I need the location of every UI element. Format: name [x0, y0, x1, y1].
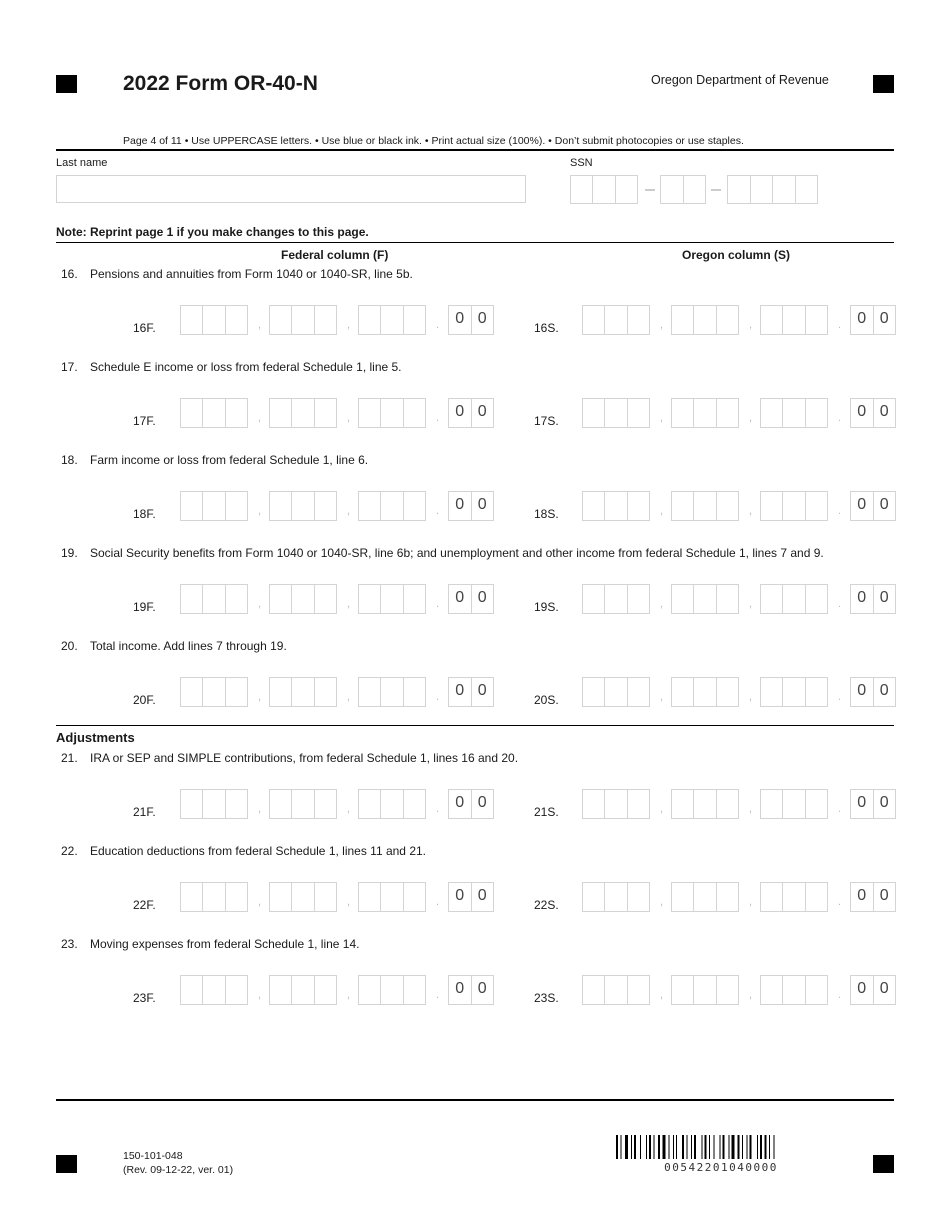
decimal-point: . — [838, 412, 842, 424]
amount-digit-group[interactable] — [358, 491, 426, 521]
cents-digit: 0 — [477, 794, 487, 811]
barcode-bar — [750, 1135, 752, 1159]
line-f-label: 17F. — [133, 414, 156, 428]
amount-digit-group[interactable] — [760, 305, 828, 335]
divider — [56, 725, 894, 726]
amount-digit-group[interactable] — [180, 584, 248, 614]
line-description: Schedule E income or loss from federal Schedule 1, line 5. — [90, 360, 402, 374]
amount-digit-group[interactable] — [760, 882, 828, 912]
thousands-separator: , — [749, 803, 753, 815]
divider — [56, 242, 894, 243]
cents-field — [850, 491, 896, 521]
cents-digit: 0 — [449, 306, 472, 334]
line-s-label: 18S. — [534, 507, 559, 521]
adjustments-heading: Adjustments — [56, 730, 135, 745]
amount-digit-group[interactable] — [760, 398, 828, 428]
barcode — [616, 1135, 826, 1159]
cents-digit: 0 — [851, 883, 874, 911]
line-f-label: 22F. — [133, 898, 156, 912]
thousands-separator: , — [347, 989, 351, 1001]
cents-digit: 0 — [851, 976, 874, 1004]
thousands-separator: , — [258, 691, 262, 703]
decimal-point: . — [436, 319, 440, 331]
cents-digit: 0 — [879, 589, 889, 606]
barcode-bar — [732, 1135, 735, 1159]
thousands-separator: , — [660, 598, 664, 610]
line-f-label: 16F. — [133, 321, 156, 335]
registration-mark — [873, 75, 894, 93]
line-s-label: 22S. — [534, 898, 559, 912]
amount-digit-group[interactable] — [671, 584, 739, 614]
cents-digit: 0 — [477, 589, 487, 606]
cents-field — [448, 491, 494, 521]
line-f-label: 23F. — [133, 991, 156, 1005]
barcode-bar — [765, 1135, 767, 1159]
cents-digit: 0 — [851, 678, 874, 706]
amount-digit-group[interactable] — [358, 789, 426, 819]
amount-digit-group[interactable] — [760, 677, 828, 707]
amount-digit-group[interactable] — [582, 584, 650, 614]
thousands-separator: , — [660, 896, 664, 908]
amount-digit-group[interactable] — [760, 975, 828, 1005]
decimal-point: . — [838, 896, 842, 908]
cents-field — [448, 584, 494, 614]
line-s-label: 20S. — [534, 693, 559, 707]
cents-field — [850, 398, 896, 428]
cents-field — [448, 882, 494, 912]
thousands-separator: , — [749, 319, 753, 331]
federal-column-header: Federal column (F) — [281, 248, 389, 262]
cents-digit: 0 — [851, 492, 874, 520]
barcode-bar — [774, 1135, 775, 1159]
line-number: 21. — [61, 751, 78, 765]
amount-digit-group[interactable] — [582, 305, 650, 335]
amount-digit-group[interactable] — [671, 975, 739, 1005]
amount-digit-group[interactable] — [180, 491, 248, 521]
amount-digit-group[interactable] — [671, 882, 739, 912]
cents-field — [850, 882, 896, 912]
divider — [56, 149, 894, 151]
thousands-separator: , — [347, 691, 351, 703]
decimal-point: . — [436, 691, 440, 703]
cents-digit: 0 — [449, 883, 472, 911]
line-f-label: 18F. — [133, 507, 156, 521]
barcode-bar — [621, 1135, 622, 1159]
thousands-separator: , — [347, 598, 351, 610]
amount-digit-group[interactable] — [760, 584, 828, 614]
amount-digit-group[interactable] — [358, 305, 426, 335]
thousands-separator: , — [749, 412, 753, 424]
amount-digit-group[interactable] — [582, 677, 650, 707]
cents-digit: 0 — [477, 682, 487, 699]
decimal-point: . — [436, 412, 440, 424]
line-s-label: 23S. — [534, 991, 559, 1005]
decimal-point: . — [838, 598, 842, 610]
decimal-point: . — [838, 319, 842, 331]
thousands-separator: , — [749, 598, 753, 610]
line-description: Pensions and annuities from Form 1040 or 1040-SR, line 5b. — [90, 267, 413, 281]
thousands-separator: , — [347, 896, 351, 908]
barcode-bar — [631, 1135, 632, 1159]
line-description: Farm income or loss from federal Schedule 1, line 6. — [90, 453, 369, 467]
amount-digit-group[interactable] — [180, 882, 248, 912]
amount-digit-group[interactable] — [269, 584, 337, 614]
decimal-point: . — [436, 803, 440, 815]
thousands-separator: , — [660, 803, 664, 815]
cents-digit: 0 — [449, 399, 472, 427]
barcode-bar — [691, 1135, 692, 1159]
thousands-separator: , — [660, 412, 664, 424]
cents-digit: 0 — [449, 585, 472, 613]
barcode-bar — [625, 1135, 628, 1159]
barcode-bar — [663, 1135, 666, 1159]
line-number: 19. — [61, 546, 78, 560]
barcode-bar — [676, 1135, 677, 1159]
amount-digit-group[interactable] — [582, 975, 650, 1005]
line-s-label: 17S. — [534, 414, 559, 428]
decimal-point: . — [838, 691, 842, 703]
form-revision: (Rev. 09-12-22, ver. 01) — [123, 1164, 234, 1176]
amount-digit-group[interactable] — [582, 398, 650, 428]
line-number: 17. — [61, 360, 78, 374]
thousands-separator: , — [258, 803, 262, 815]
line-number: 18. — [61, 453, 78, 467]
ssn-dash — [711, 189, 721, 191]
barcode-bar — [723, 1135, 725, 1159]
cents-digit: 0 — [879, 403, 889, 420]
line-description: IRA or SEP and SIMPLE contributions, from federal Schedule 1, lines 16 and 20. — [90, 751, 519, 765]
barcode-bar — [705, 1135, 707, 1159]
barcode-bar — [694, 1135, 696, 1159]
line-description: Moving expenses from federal Schedule 1, line 14. — [90, 937, 360, 951]
thousands-separator: , — [258, 319, 262, 331]
cents-field — [448, 677, 494, 707]
barcode-bar — [709, 1135, 710, 1159]
ssn-input-part1[interactable] — [570, 175, 638, 204]
line-s-label: 19S. — [534, 600, 559, 614]
cents-field — [448, 398, 494, 428]
line-number: 20. — [61, 639, 78, 653]
amount-digit-group[interactable] — [358, 975, 426, 1005]
line-description: Education deductions from federal Schedule 1, lines 11 and 21. — [90, 844, 426, 858]
amount-digit-group[interactable] — [180, 398, 248, 428]
cents-digit: 0 — [879, 794, 889, 811]
barcode-bar — [649, 1135, 651, 1159]
cents-digit: 0 — [477, 496, 487, 513]
thousands-separator: , — [749, 505, 753, 517]
decimal-point: . — [838, 989, 842, 1001]
barcode-bar — [646, 1135, 647, 1159]
cents-digit: 0 — [449, 976, 472, 1004]
decimal-point: . — [838, 803, 842, 815]
amount-digit-group[interactable] — [358, 584, 426, 614]
cents-digit: 0 — [851, 585, 874, 613]
thousands-separator: , — [660, 989, 664, 1001]
cents-field — [850, 677, 896, 707]
decimal-point: . — [436, 989, 440, 1001]
oregon-column-header: Oregon column (S) — [682, 248, 790, 262]
ssn-input-part2[interactable] — [660, 175, 706, 204]
thousands-separator: , — [749, 989, 753, 1001]
barcode-bar — [747, 1135, 748, 1159]
cents-field — [850, 975, 896, 1005]
thousands-separator: , — [258, 598, 262, 610]
form-number-block — [123, 1149, 233, 1177]
amount-digit-group[interactable] — [358, 882, 426, 912]
amount-digit-group[interactable] — [269, 677, 337, 707]
thousands-separator: , — [749, 691, 753, 703]
amount-digit-group[interactable] — [269, 398, 337, 428]
line-number: 23. — [61, 937, 78, 951]
line-number: 16. — [61, 267, 78, 281]
amount-digit-group[interactable] — [760, 491, 828, 521]
amount-digit-group[interactable] — [671, 677, 739, 707]
cents-digit: 0 — [879, 980, 889, 997]
barcode-bar — [640, 1135, 641, 1159]
cents-digit: 0 — [879, 682, 889, 699]
amount-digit-group[interactable] — [180, 789, 248, 819]
amount-digit-group[interactable] — [269, 975, 337, 1005]
amount-digit-group[interactable] — [671, 305, 739, 335]
cents-digit: 0 — [879, 310, 889, 327]
cents-field — [850, 584, 896, 614]
decimal-point: . — [436, 505, 440, 517]
amount-digit-group[interactable] — [180, 305, 248, 335]
amount-digit-group[interactable] — [760, 789, 828, 819]
thousands-separator: , — [258, 505, 262, 517]
line-f-label: 19F. — [133, 600, 156, 614]
cents-field — [448, 975, 494, 1005]
cents-digit: 0 — [449, 790, 472, 818]
barcode-bar — [658, 1135, 660, 1159]
barcode-bar — [654, 1135, 655, 1159]
barcode-bar — [757, 1135, 758, 1159]
registration-mark — [56, 75, 77, 93]
last-name-label: Last name — [56, 157, 108, 169]
cents-digit: 0 — [449, 678, 472, 706]
reprint-note: Note: Reprint page 1 if you make changes to this page. — [56, 225, 369, 239]
cents-digit: 0 — [477, 887, 487, 904]
barcode-bar — [616, 1135, 618, 1159]
decimal-point: . — [436, 896, 440, 908]
cents-digit: 0 — [477, 980, 487, 997]
cents-digit: 0 — [477, 403, 487, 420]
last-name-input[interactable] — [56, 175, 526, 203]
thousands-separator: , — [660, 691, 664, 703]
barcode-bar — [634, 1135, 636, 1159]
form-title: 2022 Form OR-40-N — [123, 72, 318, 95]
amount-digit-group[interactable] — [358, 677, 426, 707]
thousands-separator: , — [347, 505, 351, 517]
thousands-separator: , — [749, 896, 753, 908]
registration-mark — [873, 1155, 894, 1173]
line-f-label: 20F. — [133, 693, 156, 707]
amount-digit-group[interactable] — [269, 882, 337, 912]
amount-digit-group[interactable] — [582, 789, 650, 819]
ssn-input-part3[interactable] — [727, 175, 818, 204]
thousands-separator: , — [258, 989, 262, 1001]
thousands-separator: , — [258, 412, 262, 424]
cents-digit: 0 — [851, 399, 874, 427]
line-description: Total income. Add lines 7 through 19. — [90, 639, 287, 653]
barcode-bar — [720, 1135, 721, 1159]
barcode-bar — [673, 1135, 674, 1159]
decimal-point: . — [838, 505, 842, 517]
cents-digit: 0 — [851, 790, 874, 818]
cents-field — [850, 789, 896, 819]
agency-name: Oregon Department of Revenue — [651, 73, 829, 87]
ssn-label: SSN — [570, 157, 593, 169]
amount-digit-group[interactable] — [582, 491, 650, 521]
line-f-label: 21F. — [133, 805, 156, 819]
thousands-separator: , — [347, 412, 351, 424]
cents-digit: 0 — [851, 306, 874, 334]
amount-digit-group[interactable] — [671, 398, 739, 428]
barcode-bar — [760, 1135, 762, 1159]
thousands-separator: , — [347, 803, 351, 815]
barcode-bar — [714, 1135, 715, 1159]
amount-digit-group[interactable] — [180, 677, 248, 707]
thousands-separator: , — [660, 319, 664, 331]
thousands-separator: , — [347, 319, 351, 331]
instructions: Page 4 of 11 • Use UPPERCASE letters. • Use blue or black ink. • Print actual size (100%). • Don’t submit photocopies or use staples. — [123, 135, 744, 147]
form-number: 150-101-048 — [123, 1150, 183, 1162]
amount-digit-group[interactable] — [582, 882, 650, 912]
cents-digit: 0 — [879, 887, 889, 904]
amount-digit-group[interactable] — [671, 491, 739, 521]
line-number: 22. — [61, 844, 78, 858]
amount-digit-group[interactable] — [180, 975, 248, 1005]
cents-digit: 0 — [879, 496, 889, 513]
amount-digit-group[interactable] — [358, 398, 426, 428]
footer-divider — [56, 1099, 894, 1101]
cents-digit: 0 — [477, 310, 487, 327]
barcode-bar — [742, 1135, 743, 1159]
barcode-bar — [669, 1135, 670, 1159]
barcode-bar — [738, 1135, 740, 1159]
barcode-bar — [687, 1135, 688, 1159]
decimal-point: . — [436, 598, 440, 610]
registration-mark — [56, 1155, 77, 1173]
thousands-separator: , — [258, 896, 262, 908]
barcode-bar — [769, 1135, 770, 1159]
cents-digit: 0 — [449, 492, 472, 520]
barcode-bar — [729, 1135, 730, 1159]
amount-digit-group[interactable] — [269, 789, 337, 819]
amount-digit-group[interactable] — [671, 789, 739, 819]
ssn-dash — [645, 189, 655, 191]
amount-digit-group[interactable] — [269, 491, 337, 521]
line-s-label: 16S. — [534, 321, 559, 335]
barcode-bar — [682, 1135, 684, 1159]
amount-digit-group[interactable] — [269, 305, 337, 335]
cents-field — [448, 305, 494, 335]
cents-field — [448, 789, 494, 819]
line-s-label: 21S. — [534, 805, 559, 819]
cents-field — [850, 305, 896, 335]
line-description: Social Security benefits from Form 1040 or 1040-SR, line 6b; and unemployment and other income from federal Schedule 1, lines 7 and 9. — [90, 546, 824, 560]
barcode-number: 00542201040000 — [664, 1161, 778, 1174]
barcode-bar — [702, 1135, 703, 1159]
thousands-separator: , — [660, 505, 664, 517]
